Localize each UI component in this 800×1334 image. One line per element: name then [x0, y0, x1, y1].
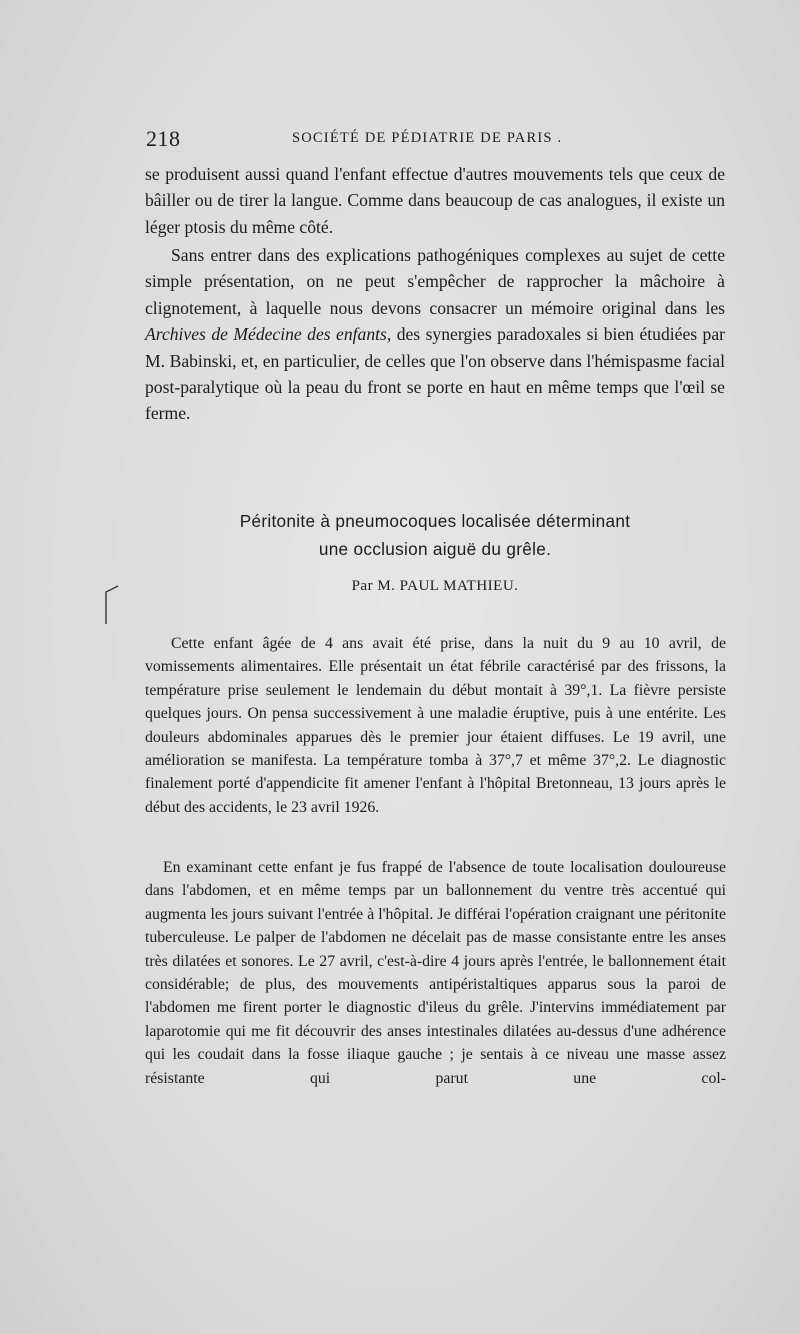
- article-title-line-2: une occlusion aiguë du grêle.: [318, 539, 552, 559]
- margin-pencil-mark: [102, 584, 122, 626]
- body-paragraph-1: [145, 632, 726, 819]
- article-title-line-1: Péritonite à pneumocoques localisée déterminant: [239, 511, 631, 531]
- body-paragraph-2: [145, 856, 726, 1090]
- article-author: Par M. PAUL MATHIEU.: [351, 578, 519, 594]
- journal-title-italic: Archives de Médecine des enfants: [145, 324, 387, 345]
- paragraph-continued: [145, 161, 725, 240]
- paragraph-discussion: [145, 242, 725, 427]
- body-paragraph-1-text: Cette enfant âgée de 4 ans avait été prise, dans la nuit du 9 au 10 avril, de vomissements alimentaires. Elle présentait un état fébrile caractérisé par des frissons, la température prise seulement le lendemain du début montait à 39°,1. La fièvre persiste quelques jours. On pensa successivement à une maladie éruptive, puis à une entérite. Les douleurs abdominales apparues dès le premier jour étaient diffuses. Le 19 avril, une amélioration se manifesta. La température tomba à 37°,7 et même 37°,2. Le diagnostic finalement porté d'appendicite fit amener l'enfant à l'hôpital Bretonneau, 13 jours après le début des accidents, le 23 avril 1926.: [145, 635, 726, 816]
- article-title: [140, 507, 730, 563]
- paragraph-text-b: , des synergies paradoxales si bien étudiées par M. Babinski, et, en particulier, de celles que l'on observe dans l'hémispasme facial post-paralytique où la peau du front se porte en haut en même temps que l'œil se ferme.: [145, 324, 725, 424]
- page-number: 218: [146, 126, 181, 151]
- page-header: [146, 126, 666, 154]
- running-head: SOCIÉTÉ DE PÉDIATRIE DE PARIS .: [292, 130, 563, 146]
- paragraph-text-a: Sans entrer dans des explications pathogéniques complexes au sujet de cette simple présentation, on ne peut s'empêcher de rapprocher la mâchoire à clignotement, à laquelle nous devons consacrer un mémoire original dans les: [145, 245, 725, 318]
- paragraph-text: se produisent aussi quand l'enfant effectue d'autres mouvements tels que ceux de bâiller ou de tirer la langue. Comme dans beaucoup de cas analogues, il existe un léger ptosis du même côté.: [145, 164, 725, 237]
- body-paragraph-2-text: En examinant cette enfant je fus frappé de l'absence de toute localisation douloureuse dans l'abdomen, et en même temps par un ballonnement du ventre très accentué qui augmenta les jours suivant l'entrée à l'hôpital. Je différai l'opération craignant une péritonite tuberculeuse. Le palper de l'abdomen ne décelait pas de masse consistante entre les anses très dilatées et sonores. Le 27 avril, c'est-à-dire 4 jours après l'entrée, le ballonnement était considérable; de plus, des mouvements antipéristaltiques apparus sous la paroi de l'abdomen me firent porter le diagnostic d'ileus du grêle. J'intervins immédiatement par laparotomie qui me fit découvrir des anses intestinales dilatées au-dessus d'une adhérence qui les coudait dans la fosse iliaque gauche ; je sentais à ce niveau une masse assez résistante qui parut une col-: [145, 859, 726, 1087]
